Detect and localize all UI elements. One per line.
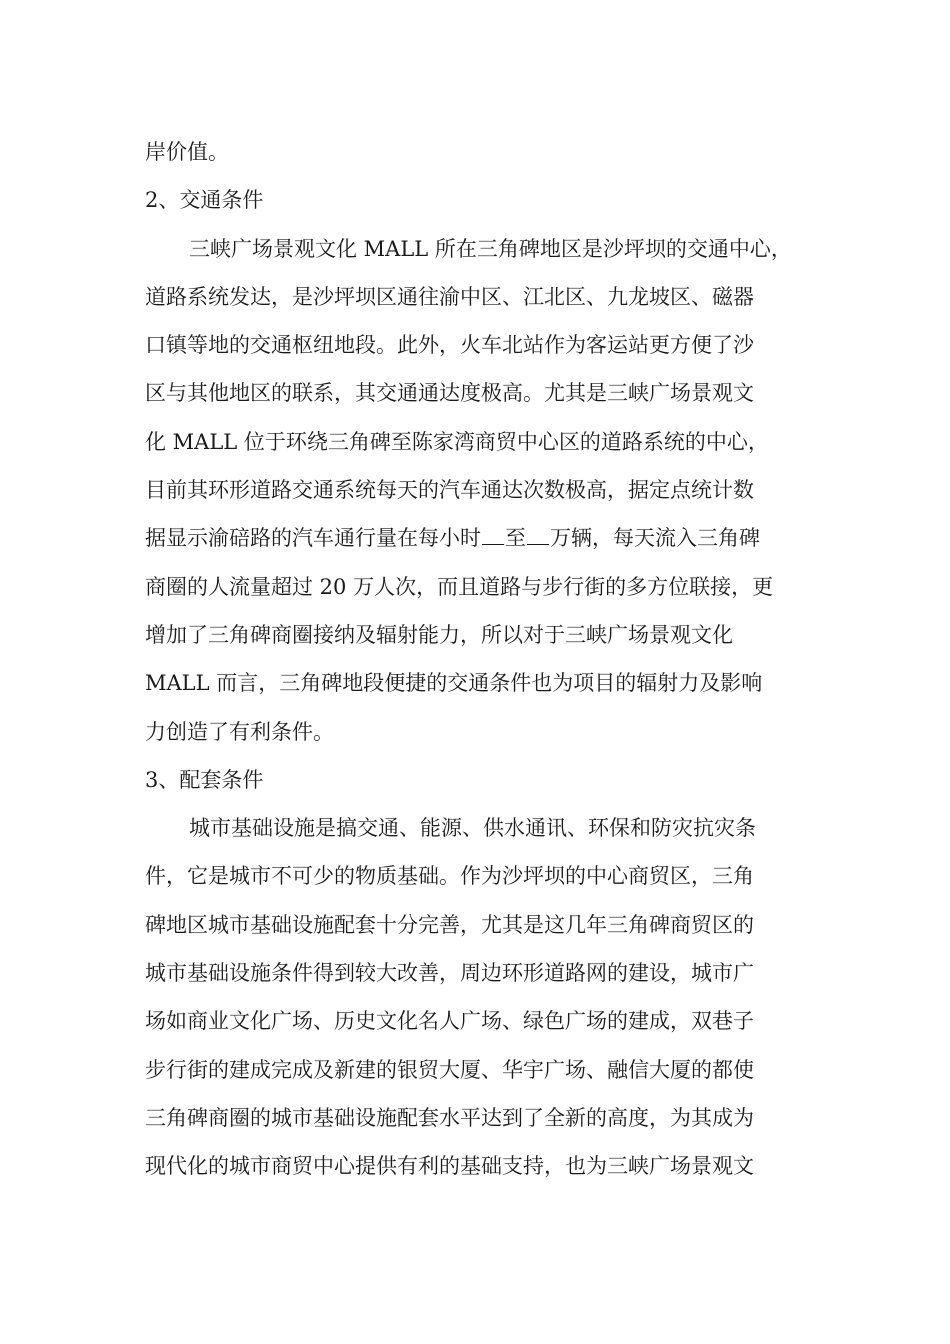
paragraph-line: 道路系统发达，是沙坪坝区通往渝中区、江北区、九龙坡区、磁器 — [145, 284, 754, 309]
paragraph-line: MALL 而言，三角碑地段便捷的交通条件也为项目的辐射力及影响 — [145, 671, 763, 696]
paragraph-line: 碑地区城市基础设施配套十分完善，尤其是这几年三角碑商贸区的 — [145, 912, 754, 937]
paragraph-line: 商圈的人流量超过 20 万人次，而且道路与步行街的多方位联接，更 — [145, 574, 774, 599]
section-heading-facilities: 3、配套条件 — [145, 767, 264, 792]
section-heading-traffic: 2、交通条件 — [145, 188, 264, 213]
paragraph-line: 三峡广场景观文化 MALL 所在三角碑地区是沙坪坝的交通中心， — [189, 236, 792, 261]
paragraph-line: 三角碑商圈的城市基础设施配套水平达到了全新的高度，为其成为 — [145, 1105, 754, 1130]
fill-in-blank — [527, 526, 549, 545]
paragraph-line: 步行街的建成完成及新建的银贸大厦、华宇广场、融信大厦的都使 — [145, 1057, 754, 1082]
paragraph-line: 城市基础设施是搞交通、能源、供水通讯、环保和防灾抗灾条 — [189, 816, 756, 841]
paragraph-continuation-line: 岸价值。 — [145, 140, 229, 164]
paragraph-line: 场如商业文化广场、历史文化名人广场、绿色广场的建成，双巷子 — [145, 1009, 754, 1034]
paragraph-line: 城市基础设施条件得到较大改善，周边环形道路网的建设，城市广 — [145, 961, 754, 986]
paragraph-line: 增加了三角碑商圈接纳及辐射能力，所以对于三峡广场景观文化 — [145, 622, 733, 647]
line-text-part: 据显示渝碚路的汽车通行量在每小时 — [145, 526, 481, 551]
paragraph-line: 件，它是城市不可少的物质基础。作为沙坪坝的中心商贸区，三角 — [145, 864, 754, 889]
paragraph-line: 口镇等地的交通枢纽地段。此外，火车北站作为客运站更方便了沙 — [145, 333, 754, 358]
paragraph-line: 力创造了有利条件。 — [145, 719, 334, 744]
paragraph-line-with-blanks — [145, 514, 810, 562]
document-body — [145, 128, 810, 1191]
fill-in-blank — [482, 526, 504, 545]
paragraph-line: 现代化的城市商贸中心提供有利的基础支持，也为三峡广场景观文 — [145, 1154, 754, 1179]
line-text-part: 万辆，每天流入三角碑 — [550, 526, 760, 551]
paragraph-line: 区与其他地区的联系，其交通通达度极高。尤其是三峡广场景观文 — [145, 381, 754, 406]
paragraph-line: 目前其环形道路交通系统每天的汽车通达次数极高，据定点统计数 — [145, 478, 754, 503]
line-text-part: 至 — [505, 526, 526, 551]
paragraph-line: 化 MALL 位于环绕三角碑至陈家湾商贸中心区的道路系统的中心， — [145, 429, 769, 454]
